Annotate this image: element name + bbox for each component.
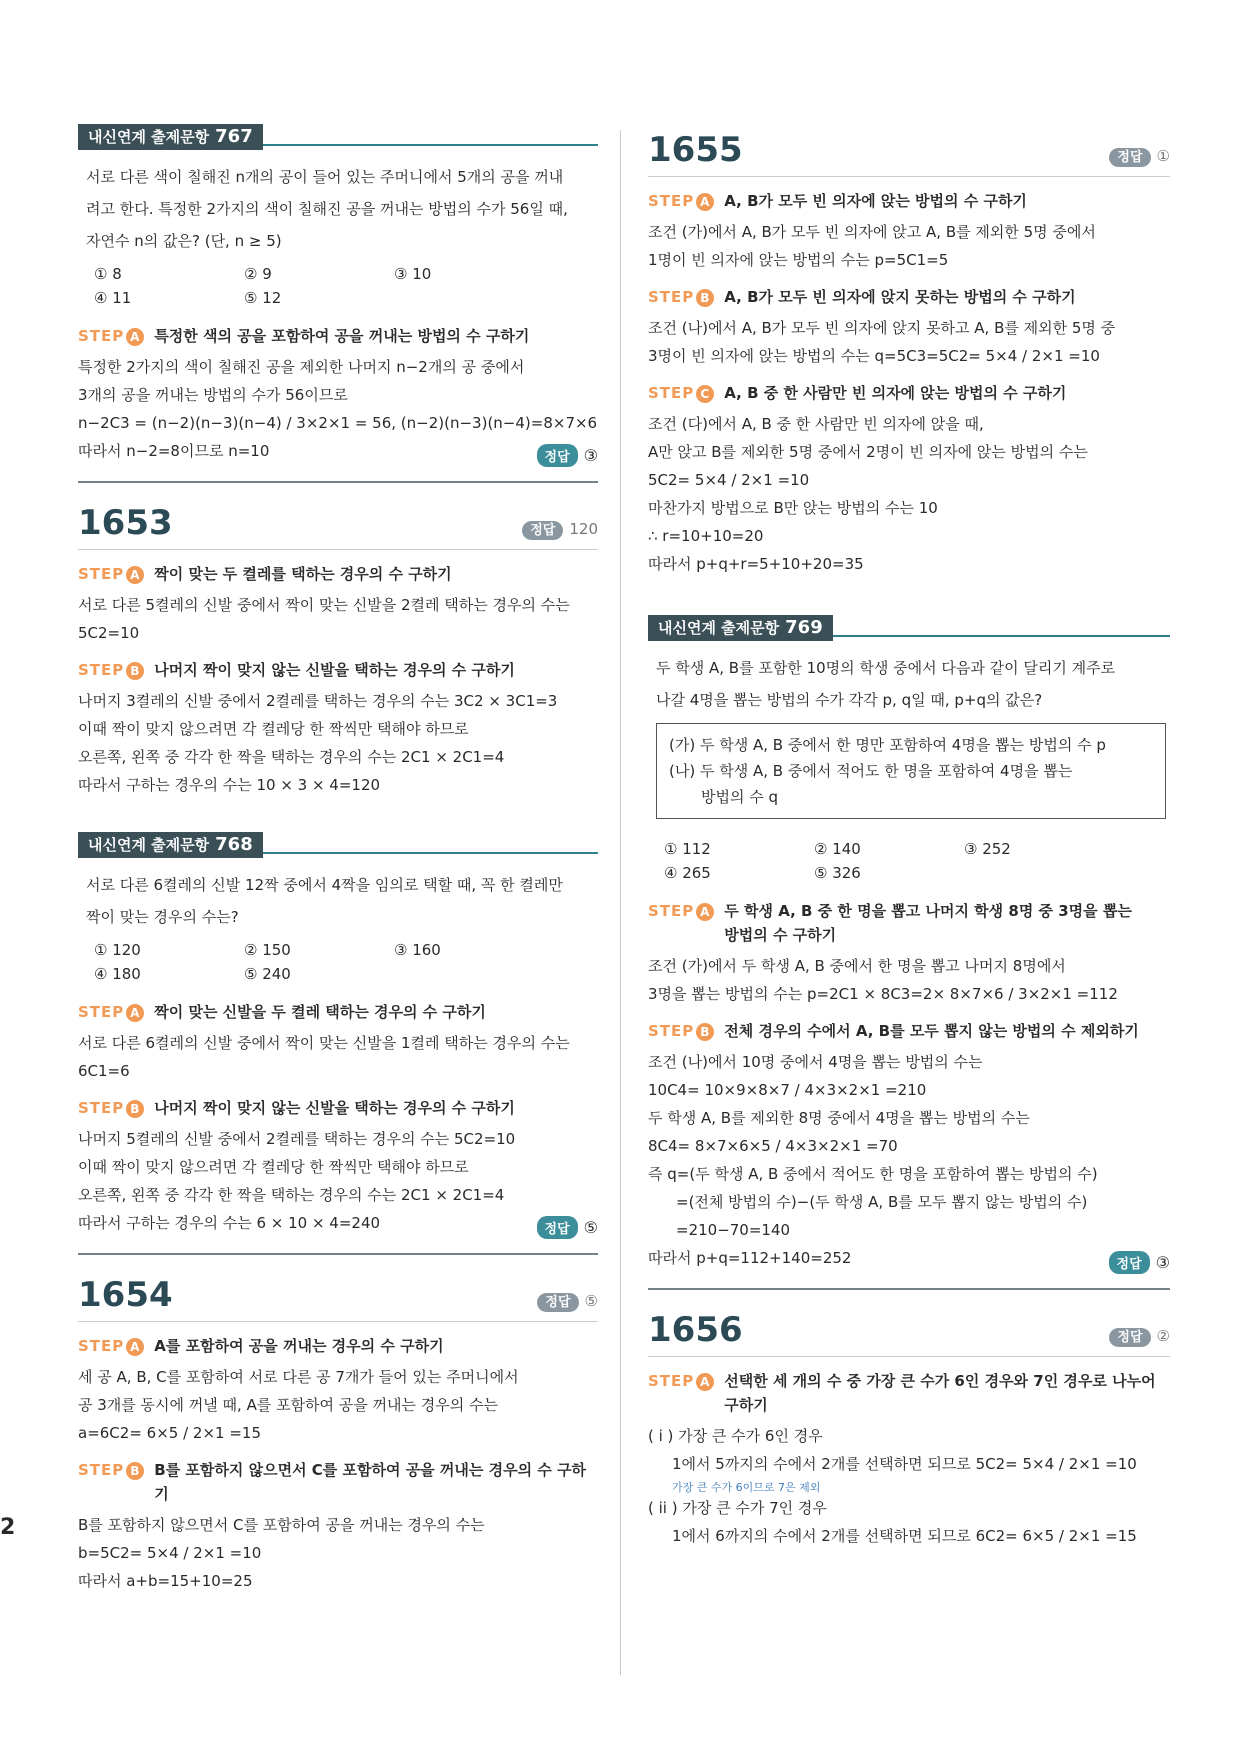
choices: ① 112 ② 140 ③ 252 ④ 265 ⑤ 326 [664, 840, 1011, 882]
answer: 정답 ③ [78, 444, 598, 467]
choices: ① 120 ② 150 ③ 160 ④ 180 ⑤ 240 [94, 941, 441, 983]
step-heading: STEP B A, B가 모두 빈 의자에 앉지 못하는 방법의 수 구하기 [648, 288, 1076, 306]
step-heading: STEP B 나머지 짝이 맞지 않는 신발을 택하는 경우의 수 구하기 [78, 661, 515, 679]
step-heading: STEP B 나머지 짝이 맞지 않는 신발을 택하는 경우의 수 구하기 [78, 1099, 515, 1117]
question-text: 자연수 n의 값은? (단, n ≥ 5) [86, 232, 282, 250]
answer: 정답 ③ [648, 1251, 1170, 1274]
banner-768: 내신연계 출제문항 768 [78, 826, 598, 860]
condition-box: (가) 두 학생 A, B 중에서 한 명만 포함하여 4명을 뽑는 방법의 수 p (나) 두 학생 A, B 중에서 적어도 한 명을 포함하여 4명을 뽑는 방법의 수 q [656, 723, 1166, 819]
step-heading: STEP A 특정한 색의 공을 포함하여 공을 꺼내는 방법의 수 구하기 [78, 327, 530, 345]
step-heading: STEP A 짝이 맞는 신발을 두 켤레 택하는 경우의 수 구하기 [78, 1003, 486, 1021]
problem-1655-title: 1655 정답 ① [648, 130, 1170, 177]
banner-769: 내신연계 출제문항 769 [648, 609, 1170, 643]
left-column: 내신연계 출제문항 767 서로 다른 색이 칠해진 n개의 공이 들어 있는 주머니에서 5개의 공을 꺼내 려고 한다. 특정한 2가지의 색이 칠해진 공을 꺼내는 방법의 수가 56일 때, 자연수 n의 값은? (단, n ≥ 5) ① 8 ② 9 ③ 10 ④ 11 ⑤ 12 STEP A 특정한 색의 공을 포함하여 공을 꺼내는 방법의 수 구하기 특정한 2가지의 색이 칠해진 공을 제외한 나머지 n−2개의 공 중에서 3개의 공을 꺼내는 방법의 수가 56이므로 n−2C3 = (n−2)(n−3)(n−4) / 3×2×1 = 56, (n−2)(n−3)(n−4)=8×7×6 따라서 n−2=8이므로 n=10 정답 ③ 1653 정답 120 STEP A 짝이 맞는 두 켤레를 택하는 경우의 수 구하기 서로 다른 5켤레의 신발 중에서 짝이 맞는 신발을 2켤레 택하는 경우의 수는 5C2=10 STEP B 나머지 짝이 맞지 않는 신발을 택하는 경우의 수 구하기 나머지 3켤레의 신발 중에서 2켤레를 택하는 경우의 수는 3C2 × 3C1=3 이때 짝이 맞지 않으려면 각 켤레당 한 짝씩만 택해야 하므로 오른쪽, 왼쪽 중 각각 한 짝을 택하는 경우의 수는 2C1 × 2C1=4 따라서 구하는 경우의 수는 10 × 3 × 4=120 내신연계 출제문항 768 서로 다른 6켤레의 신발 12짝 중에서 4짝을 임의로 택할 때, 꼭 한 켤레만 짝이 맞는 경우의 수는? ① 120 ② 150 ③ 160 ④ 180 ⑤ 240 STEP A 짝이 맞는 신발을 두 켤레 택하는 경우의 수 구하기 서로 다른 6켤레의 신발 중에서 짝이 맞는 신발을 1켤레 택하는 경우의 수는 6C1=6 STEP B 나머지 짝이 맞지 않는 신발을 택하는 경우의 수 구하기 나머지 5켤레의 신발 중에서 2켤레를 택하는 경우의 수는 5C2=10 이때 짝이 맞지 않으려면 각 켤레당 한 짝씩만 택해야 하므로 오른쪽, 왼쪽 중 각각 한 짝을 택하는 경우의 수는 2C1 × 2C1=4 따라서 구하는 경우의 수는 6 × 10 × 4=240 정답 ⑤ 1654 정답 ⑤ STEP A A를 포함하여 공을 꺼내는 경우의 수 구하기 세 공 A, B, C를 포함하여 서로 다른 공 7개가 들어 있는 주머니에서 공 3개를 동시에 꺼낼 때, A를 포함하여 공을 꺼내는 경우의 수는 a=6C2= 6×5 / 2×1 =15 STEP B B를 포함하지 않으면서 C를 포함하여 공을 꺼내는 경우의 수 구하기 B를 포함하지 않으면서 C를 포함하여 공을 꺼내는 경우의 수는 b=5C2= 5×4 / 2×1 =10 따라서 a+b=15+10=25 [78, 118, 598, 1596]
step-heading: STEP A 선택한 세 개의 수 중 가장 큰 수가 6인 경우와 7인 경우로 나누어 구하기 [648, 1372, 1156, 1414]
problem-1656-title: 1656 정답 ② [648, 1310, 1170, 1357]
banner-767: 내신연계 출제문항 767 [78, 118, 598, 152]
step-heading: STEP A A를 포함하여 공을 꺼내는 경우의 수 구하기 [78, 1337, 444, 1355]
page-number: 2 [0, 1515, 16, 1540]
step-heading: STEP A A, B가 모두 빈 의자에 앉는 방법의 수 구하기 [648, 192, 1027, 210]
question-text: 려고 한다. 특정한 2가지의 색이 칠해진 공을 꺼내는 방법의 수가 56일 때, [86, 200, 568, 218]
annotation-note: 가장 큰 수가 6이므로 7은 제외 [672, 1481, 821, 1494]
answer: 정답 ⑤ [78, 1216, 598, 1239]
step-heading: STEP C A, B 중 한 사람만 빈 의자에 앉는 방법의 수 구하기 [648, 384, 1067, 402]
step-heading: STEP B 전체 경우의 수에서 A, B를 모두 뽑지 않는 방법의 수 제외하기 [648, 1022, 1139, 1040]
step-heading: STEP A 두 학생 A, B 중 한 명을 뽑고 나머지 학생 8명 중 3명을 뽑는 방법의 수 구하기 [648, 902, 1132, 944]
step-heading: STEP B B를 포함하지 않으면서 C를 포함하여 공을 꺼내는 경우의 수 구하기 [78, 1461, 586, 1503]
problem-1654-title: 1654 정답 ⑤ [78, 1275, 598, 1322]
step-heading: STEP A 짝이 맞는 두 켤레를 택하는 경우의 수 구하기 [78, 565, 452, 583]
column-divider [620, 130, 621, 1675]
choices: ① 8 ② 9 ③ 10 ④ 11 ⑤ 12 [94, 265, 432, 307]
question-text: 서로 다른 색이 칠해진 n개의 공이 들어 있는 주머니에서 5개의 공을 꺼내 [86, 168, 564, 186]
right-column: 1655 정답 ① STEP A A, B가 모두 빈 의자에 앉는 방법의 수 구하기 조건 (가)에서 A, B가 모두 빈 의자에 앉고 A, B를 제외한 5명 중에서 1명이 빈 의자에 앉는 방법의 수는 p=5C1=5 STEP B A, B가 모두 빈 의자에 앉지 못하는 방법의 수 구하기 조건 (나)에서 A, B가 모두 빈 의자에 앉지 못하고 A, B를 제외한 5명 중 3명이 빈 의자에 앉는 방법의 수는 q=5C3=5C2= 5×4 / 2×1 =10 STEP C A, B 중 한 사람만 빈 의자에 앉는 방법의 수 구하기 조건 (다)에서 A, B 중 한 사람만 빈 의자에 앉을 때, A만 앉고 B를 제외한 5명 중에서 2명이 빈 의자에 앉는 방법의 수는 5C2= 5×4 / 2×1 =10 마찬가지 방법으로 B만 앉는 방법의 수는 10 ∴ r=10+10=20 따라서 p+q+r=5+10+20=35 내신연계 출제문항 769 두 학생 A, B를 포함한 10명의 학생 중에서 다음과 같이 달리기 계주로 나갈 4명을 뽑는 방법의 수가 각각 p, q일 때, p+q의 값은? (가) 두 학생 A, B 중에서 한 명만 포함하여 4명을 뽑는 방법의 수 p (나) 두 학생 A, B 중에서 적어도 한 명을 포함하여 4명을 뽑는 방법의 수 q ① 112 ② 140 ③ 252 ④ 265 ⑤ 326 STEP A 두 학생 A, B 중 한 명을 뽑고 나머지 학생 8명 중 3명을 뽑는 방법의 수 구하기 조건 (가)에서 두 학생 A, B 중에서 한 명을 뽑고 나머지 8명에서 3명을 뽑는 방법의 수는 p=2C1 × 8C3=2× 8×7×6 / 3×2×1 =112 STEP B 전체 경우의 수에서 A, B를 모두 뽑지 않는 방법의 수 제외하기 조건 (나)에서 10명 중에서 4명을 뽑는 방법의 수는 10C4= 10×9×8×7 / 4×3×2×1 =210 두 학생 A, B를 제외한 8명 중에서 4명을 뽑는 방법의 수는 8C4= 8×7×6×5 / 4×3×2×1 =70 즉 q=(두 학생 A, B 중에서 적어도 한 명을 포함하여 뽑는 방법의 수) =(전체 방법의 수)−(두 학생 A, B를 모두 뽑지 않는 방법의 수) =210−70=140 따라서 p+q=112+140=252 정답 ③ 1656 정답 ② STEP A 선택한 세 개의 수 중 가장 큰 수가 6인 경우와 7인 경우로 나누어 구하기 ( i ) 가장 큰 수가 6인 경우 1에서 5까지의 수에서 2개를 선택하면 되므로 5C2= 5×4 / 2×1 =10 가장 큰 수가 6이므로 7은 제외 ( ii ) 가장 큰 수가 7인 경우 1에서 6까지의 수에서 2개를 선택하면 되므로 6C2= 6×5 / 2×1 =15 [648, 130, 1170, 1545]
problem-1653-title: 1653 정답 120 [78, 503, 598, 550]
